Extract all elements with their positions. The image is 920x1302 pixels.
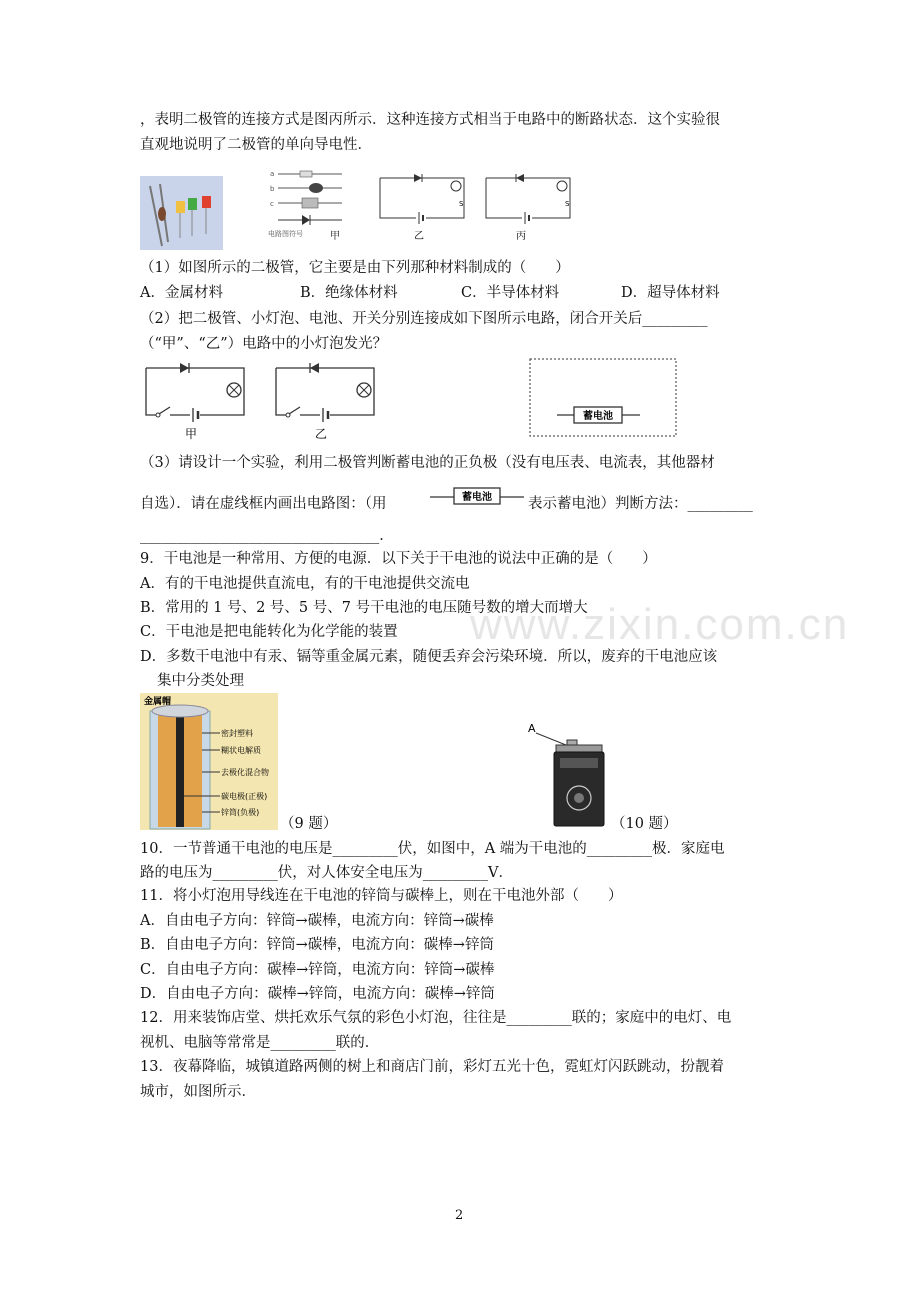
label-c: c [270,200,274,208]
q3-line-1: （3）请设计一个实验，利用二极管判断蓄电池的正负极（没有电压表、电流表，其他器材 [140,455,715,471]
switch-label-yi: S [459,200,464,208]
q1-option-c: C．半导体材料 [461,285,560,301]
q2-line-1: （2）把二极管、小灯泡、电池、开关分别连接成如下图所示电路，闭合开关后_________ [140,311,708,327]
q13-line-2: 城市，如图所示． [140,1084,256,1100]
battery-symbol-inline [428,483,526,513]
label-jia-top: 甲 [330,231,340,242]
q11-stem: 11．将小灯泡用导线连在干电池的锌筒与碳棒上，则在干电池外部（ ） [140,888,623,904]
label-yi-top: 乙 [414,231,424,242]
q9-option-a: A．有的干电池提供直流电，有的干电池提供交流电 [140,576,470,592]
q10-line-1: 10．一节普通干电池的电压是_________伏，如图中，A 端为干电池的_________极．家庭电 [140,841,725,857]
label-yi: 乙 [315,427,328,441]
battery-cross-section [140,693,278,834]
label-symbol: 电路图符号 [268,230,303,238]
circuit-yi [270,358,380,446]
q9-option-d: D．多数干电池中有汞、镉等重金属元素，随便丢弃会污染环境．所以，废弃的干电池应该 [140,649,718,665]
q3-line-3: _________________________________． [140,528,394,544]
q1-option-d: D．超导体材料 [621,285,720,301]
label-terminal-a: A [528,722,536,735]
q13-line-1: 13．夜幕降临，城镇道路两侧的树上和商店门前，彩灯五光十色，霓虹灯闪跃跳动，扮靓着 [140,1059,724,1075]
q1-option-b: B．绝缘体材料 [300,285,398,301]
battery-label-box: 蓄电池 [583,411,613,422]
label-carbon-electrode: 碳电极(正极) [221,792,268,801]
diode-types-figure [262,166,354,246]
label-zinc-can: 锌筒(负极) [221,808,260,817]
intro-line-2: 直观地说明了二极管的单向导电性． [140,137,372,153]
dashed-drawing-box[interactable] [529,358,679,442]
label-depolarizer: 去极化混合物 [221,768,269,777]
q2-line-2: （“甲”、“乙”）电路中的小灯泡发光？ [140,336,388,352]
label-seal: 密封塑料 [221,729,253,738]
label-bing-top: 丙 [516,231,526,242]
q1-stem: （1）如图所示的二极管，它主要是由下列那种材料制成的（ ） [140,260,570,276]
q12-line-1: 12．用来装饰店堂、烘托欢乐气氛的彩色小灯泡，往往是_________联的；家庭中的电灯、电 [140,1010,732,1026]
q3-line-2a: 自选）．请在虚线框内画出电路图：（用 [140,496,387,512]
diode-photo [140,176,223,254]
q9-option-b: B．常用的 1 号、2 号、5 号、7 号干电池的电压随号数的增大而增大 [140,600,588,616]
q1-option-a: A．金属材料 [140,285,223,301]
q9-stem: 9．干电池是一种常用、方便的电源．以下关于干电池的说法中正确的是（ ） [140,551,657,567]
page-number: 2 [455,1208,464,1223]
circuit-yi-top [376,168,468,246]
q11-option-d: D．自由电子方向：碳棒→锌筒，电流方向：碳棒→锌筒 [140,986,495,1002]
watermark: www.zixin.com.cn [470,600,850,649]
label-electrolyte: 糊状电解质 [221,746,261,755]
circuit-jia [140,358,250,446]
label-metal-cap: 金属帽 [144,697,172,707]
dry-cell-battery [524,718,614,832]
q9-figure-caption: （9 题） [280,816,338,832]
q11-option-c: C．自由电子方向：碳棒→锌筒，电流方向：锌筒→碳棒 [140,962,495,978]
intro-line-1: ，表明二极管的连接方式是图丙所示．这种连接方式相当于电路中的断路状态．这个实验很 [140,112,720,128]
q10-line-2: 路的电压为_________伏，对人体安全电压为_________V． [140,865,513,881]
q11-option-a: A．自由电子方向：锌筒→碳棒，电流方向：锌筒→碳棒 [140,913,494,929]
q11-option-b: B．自由电子方向：锌筒→碳棒，电流方向：碳棒→锌筒 [140,937,494,953]
label-jia: 甲 [185,427,198,441]
label-a: a [270,170,275,178]
switch-label-bing: S [565,200,570,208]
q9-option-d-cont: 集中分类处理 [157,673,244,689]
q10-figure-caption: （10 题） [611,816,678,832]
circuit-bing-top [482,168,574,246]
battery-label-inline: 蓄电池 [462,492,492,503]
label-b: b [270,185,275,193]
q12-line-2: 视机、电脑等常常是_________联的． [140,1035,380,1051]
q9-option-c: C．干电池是把电能转化为化学能的装置 [140,624,398,640]
q3-line-2b: 表示蓄电池）判断方法：_________ [528,496,753,512]
